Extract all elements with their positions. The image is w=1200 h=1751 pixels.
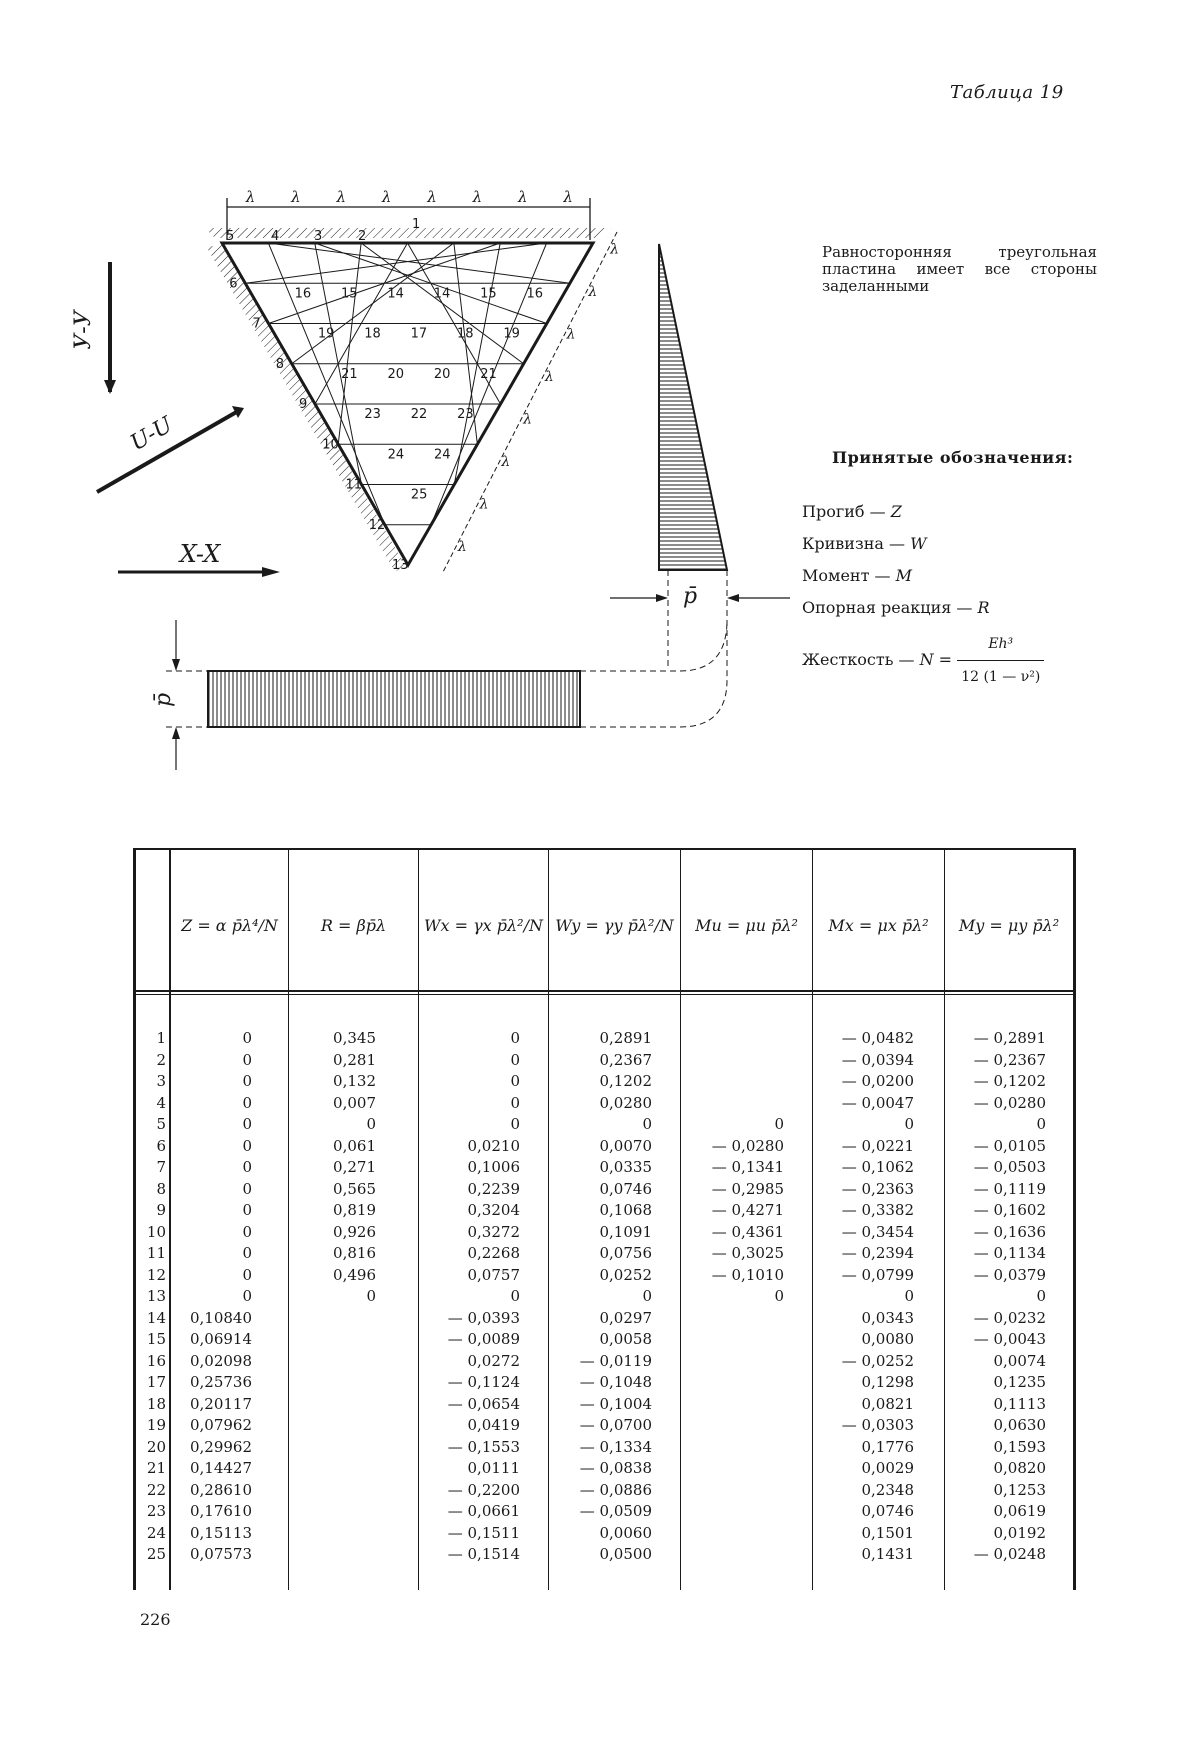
node-label-interior: 24 [434,447,451,463]
lambda-label: λ [588,283,598,300]
table-cell-wy: 0,2891 [599,1029,652,1047]
table-cell-wx: 0 [510,1050,520,1069]
table-cell-my: — 0,0379 [973,1265,1046,1284]
node-label-edge: 13 [392,558,409,573]
table-cell-mu: 0 [774,1115,784,1133]
table-cell-r: 0,926 [333,1222,376,1241]
stiffness-fraction: $\frac{\text{Eh³}}{\text{12 (1 — ν²)}}$ [957,628,1044,693]
table-cell-index: 23 [146,1502,166,1520]
table-cell-z: 0,29962 [189,1437,252,1456]
table-cell-z: 0,10840 [189,1308,252,1327]
table-cell-my: — 0,1636 [973,1222,1046,1241]
table-cell-wx: 0,0757 [467,1265,520,1284]
column-r [300,1028,376,1566]
table-cell-wy: — 0,0119 [579,1351,652,1370]
table-cell-z: 0 [242,1287,252,1305]
table-cell-mx: — 0,0482 [841,1029,914,1047]
table-cell-my: 0,1113 [993,1394,1046,1413]
table-cell-my: — 0,0503 [973,1158,1046,1176]
table-cell-mu [684,1437,784,1459]
table-cell-index: 10 [146,1222,166,1241]
table-cell-mu [684,1351,784,1373]
header-wx: Wx = γx p̄λ²/N [424,915,543,935]
table-cell-wx: 0,0111 [467,1459,520,1477]
table-cell-wy: 0,0070 [599,1136,652,1155]
table-cell-z: 0 [242,1136,252,1155]
table-cell-wx: 0,0210 [467,1136,520,1155]
table-cell-r [300,1458,376,1480]
node-label-interior: 14 [387,286,404,302]
axis-u-label: U-U [126,412,178,457]
table-cell-z: 0,28610 [189,1480,252,1499]
table-cell-r: 0,345 [333,1029,376,1047]
table-cell-wy: 0,0058 [599,1330,652,1348]
header-my: My = μy p̄λ² [958,915,1060,935]
lambda-label: λ [544,368,554,385]
table-cell-mu [684,1523,784,1545]
table-cell-r [300,1329,376,1351]
table-cell-z: 0 [242,1115,252,1133]
table-cell-z: 0 [242,1093,252,1112]
notation-item: Прогиб — Z [802,502,902,521]
load-label-right: p̄ [682,584,698,609]
notation-list [802,496,1102,685]
column-wx [420,1028,520,1566]
table-cell-z: 0,06914 [189,1330,252,1348]
table-cell-mx: — 0,3382 [841,1201,914,1219]
table-cell-mx: — 0,2394 [841,1244,914,1262]
load-diagram-triangular [610,244,790,670]
node-label-interior: 14 [433,286,451,302]
table-cell-r [300,1372,376,1394]
node-label-interior: 20 [433,366,451,382]
table-cell-wx: 0 [510,1287,520,1305]
table-cell-z: 0,07962 [189,1416,252,1434]
node-label-edge: 3 [314,229,323,244]
table-cell-z: 0,17610 [189,1502,252,1520]
lambda-label: λ [427,188,437,206]
lambda-label: λ [479,496,489,513]
header-r: R = βp̄λ [320,915,387,935]
table-cell-wx: 0 [510,1029,520,1047]
node-label-interior: 23 [364,407,381,422]
table-cell-wy: 0,0252 [599,1265,652,1284]
node-label-edge: 8 [275,356,285,372]
node-label-interior: 16 [294,286,312,302]
table-cell-wy: 0,0297 [599,1308,652,1327]
column-z [176,1028,252,1566]
table-cell-wy: — 0,1048 [579,1373,652,1391]
table-cell-index: 19 [146,1416,166,1434]
table-cell-wy: 0,0746 [599,1179,652,1198]
table-cell-index: 22 [146,1480,166,1499]
table-cell-r: 0,816 [333,1244,376,1262]
table-cell-wy: 0,0280 [599,1093,652,1112]
notation-item: Кривизна — W [802,534,927,553]
table-cell-mu: 0 [774,1287,784,1305]
table-cell-z: 0 [242,1265,252,1284]
lambda-label: λ [563,188,573,206]
axis-y-label: У-У [71,310,96,350]
node-label-interior: 20 [387,366,405,382]
table-cell-my: — 0,0105 [973,1136,1046,1155]
load-label-bottom: p̄ [151,692,176,708]
table-cell-my: — 0,1202 [973,1072,1046,1090]
table-cell-wy: 0,0500 [599,1545,652,1563]
table-cell-index: 18 [146,1394,166,1413]
table-cell-mx: — 0,0221 [841,1136,914,1155]
table-cell-z: 0 [242,1179,252,1198]
table-cell-r [300,1394,376,1416]
table-cell-z: 0,15113 [189,1523,252,1542]
table-cell-z: 0 [242,1222,252,1241]
table-cell-mx: 0,1501 [861,1523,914,1542]
table-cell-r: 0 [366,1115,376,1133]
table-cell-index: 25 [146,1545,166,1563]
table-cell-mu [684,1308,784,1330]
table-cell-r: 0,819 [333,1201,376,1219]
table-cell-index: 13 [146,1287,166,1305]
table-cell-wx: — 0,0089 [447,1330,520,1348]
table-cell-z: 0,14427 [189,1459,252,1477]
table-cell-wy: 0,1091 [599,1222,652,1241]
table-cell-mx: 0,1298 [861,1373,914,1391]
table-cell-my: — 0,2891 [973,1029,1046,1047]
table-cell-wx: — 0,1514 [447,1545,520,1563]
table-cell-my: — 0,0248 [973,1545,1046,1563]
node-label-edge: 2 [358,229,367,244]
table-cell-z: 0,20117 [189,1394,252,1413]
table-cell-mu: — 0,4361 [711,1222,784,1241]
table-cell-wy: 0,1202 [599,1072,652,1090]
table-cell-z: 0,25736 [189,1373,252,1391]
axis-x-arrow [118,567,280,577]
table-cell-wy: 0,0756 [599,1244,652,1262]
table-cell-wx: — 0,0661 [447,1502,520,1520]
column-mx [814,1028,914,1566]
table-cell-index: 2 [156,1050,166,1069]
load-diagram-uniform [166,620,727,770]
table-cell-mx: 0 [904,1287,914,1305]
table-cell-wx: 0 [510,1115,520,1133]
page-number: 226 [140,1610,171,1629]
node-label-edge: 12 [368,517,386,533]
table-cell-my: — 0,2367 [973,1050,1046,1069]
node-label-interior: 18 [364,326,381,342]
table-cell-mu: — 0,4271 [711,1201,784,1219]
column-index [136,1028,166,1566]
table-cell-index: 14 [146,1308,166,1327]
table-cell-mu: — 0,1010 [711,1265,784,1284]
table-cell-wy: — 0,0886 [579,1480,652,1499]
table-cell-index: 15 [146,1330,166,1348]
table-cell-mx: 0,0746 [861,1502,914,1520]
node-label-edge: 11 [345,477,363,493]
notation-title: Принятые обозначения: [832,448,1074,467]
table-cell-index: 7 [156,1158,166,1176]
table-cell-r: 0,281 [333,1050,376,1069]
table-cell-my: 0,0192 [993,1523,1046,1542]
table-cell-z: 0 [242,1201,252,1219]
node-label-interior: 17 [410,326,428,342]
table-cell-mx: — 0,1062 [841,1158,914,1176]
clamped-edges [205,228,612,572]
table-cell-my: — 0,1602 [973,1201,1046,1219]
table-cell-index: 17 [146,1373,166,1391]
table-cell-wy: 0,1068 [599,1201,652,1219]
table-cell-mu [684,1071,784,1093]
node-label-edge: 6 [229,276,238,292]
table-cell-wy: 0,2367 [599,1050,652,1069]
header-mx: Mx = μx p̄λ² [828,915,929,935]
table-cell-index: 3 [156,1072,166,1090]
table-cell-mu: — 0,3025 [711,1244,784,1262]
lambda-label: λ [457,538,467,555]
table-cell-mx: — 0,2363 [841,1179,914,1198]
table-cell-wx: 0 [510,1072,520,1090]
node-label-interior: 21 [480,366,497,382]
table-cell-wy: — 0,0700 [579,1416,652,1434]
node-label-interior: 18 [457,326,474,342]
table-cell-index: 1 [156,1029,166,1047]
table-cell-mu [684,1329,784,1351]
table-cell-r: 0,007 [333,1093,376,1112]
table-cell-my: — 0,0280 [973,1093,1046,1112]
table-cell-wx: — 0,0393 [447,1308,520,1327]
table-cell-mu [684,1501,784,1523]
table-cell-mu: — 0,1341 [711,1158,784,1176]
table-caption: Таблица 19 [950,82,1064,103]
column-my [946,1028,1046,1566]
axis-y-arrow [104,262,116,394]
table-cell-mu: — 0,2985 [711,1179,784,1198]
node-label-edge: 1 [412,217,421,232]
table-cell-index: 6 [156,1136,166,1155]
table-cell-wy: — 0,0509 [579,1502,652,1520]
node-label-edge: 5 [226,229,235,244]
node-label-interior: 22 [410,407,428,422]
notation-stiffness: Жесткость — N = $\frac{\text{Eh³}}{\text{12 (1 — ν²)}}$ [802,628,1102,660]
table-cell-wy: — 0,1004 [579,1394,652,1413]
table-cell-my: — 0,1119 [973,1179,1046,1198]
table-cell-my: — 0,0232 [973,1308,1046,1327]
table-cell-index: 24 [146,1523,166,1542]
table-cell-r [300,1437,376,1459]
lambda-label: λ [381,188,392,206]
table-cell-wx: — 0,0654 [447,1394,520,1413]
lambda-label: λ [517,188,528,206]
lambda-label: λ [566,326,576,343]
mesh-line [245,243,546,283]
table-cell-r [300,1480,376,1502]
table-cell-mx: 0,0821 [861,1394,914,1413]
header-wy: Wy = γy p̄λ²/N [555,915,674,935]
table-cell-index: 16 [146,1351,166,1370]
node-label-interior: 16 [526,286,544,302]
table-cell-r: 0,565 [333,1179,376,1198]
table-cell-mu [684,1458,784,1480]
axis-u-arrow [97,406,244,492]
table-cell-mu [684,1394,784,1416]
table-cell-wx: 0,3204 [467,1201,520,1219]
table-cell-r [300,1523,376,1545]
table-cell-mu [684,1480,784,1502]
notation-item: Момент — M [802,566,913,585]
table-cell-mx: 0,1431 [861,1545,914,1563]
node-label-interior: 19 [503,326,520,342]
table-cell-mx: 0,0080 [861,1330,914,1348]
table-cell-mx: — 0,0200 [841,1072,914,1090]
table-cell-mx: 0,0343 [861,1308,914,1327]
mesh-line [292,243,454,364]
axis-x-label: X-X [179,540,221,568]
table-cell-z: 0 [242,1029,252,1047]
lambda-labels-top [245,188,573,206]
table-cell-my: 0,1593 [993,1437,1046,1456]
lambda-label: λ [610,241,619,258]
table-cell-mx: — 0,0252 [841,1351,914,1370]
table-cell-wx: 0 [510,1093,520,1112]
table-cell-r: 0,132 [333,1072,376,1090]
table-cell-index: 9 [156,1201,166,1219]
table-cell-my: 0,0820 [993,1459,1046,1477]
table-cell-r [300,1501,376,1523]
table-cell-mx: 0,2348 [861,1480,914,1499]
node-label-edge: 9 [299,397,308,412]
table-cell-my: 0,0630 [993,1416,1046,1434]
lambda-label: λ [245,188,256,206]
table-cell-r [300,1544,376,1566]
table-cell-z: 0 [242,1158,252,1176]
node-label-interior: 15 [480,286,497,302]
table-cell-wx: 0,2268 [467,1244,520,1262]
table-cell-mx: 0,1776 [861,1437,914,1456]
table-cell-mx: — 0,0394 [841,1050,914,1069]
table-cell-mx: — 0,0799 [841,1265,914,1284]
table-cell-index: 4 [156,1093,166,1112]
table-cell-wy: — 0,0838 [579,1459,652,1477]
table-cell-my: — 0,0043 [973,1330,1046,1348]
table-cell-wx: 0,3272 [467,1222,520,1241]
table-cell-my: 0,0619 [993,1502,1046,1520]
table-cell-mu [684,1544,784,1566]
column-wy [552,1028,652,1566]
table-cell-mx: 0,0029 [861,1459,914,1477]
lambda-label: λ [291,188,301,206]
table-cell-wx: — 0,1124 [447,1373,520,1391]
table-cell-wx: 0,0419 [467,1416,520,1434]
header-z: Z = α p̄λ⁴/N [181,915,278,935]
table-cell-z: 0 [242,1050,252,1069]
node-label-interior: 15 [341,286,358,302]
table-cell-r: 0,496 [333,1265,376,1284]
table-cell-index: 5 [156,1115,166,1133]
table-cell-mx: — 0,0303 [841,1416,914,1434]
table-cell-wx: 0,0272 [467,1351,520,1370]
header-mu: Mu = μu p̄λ² [695,915,798,935]
table-cell-r [300,1308,376,1330]
table-cell-r [300,1415,376,1437]
table-cell-z: 0,02098 [189,1351,252,1370]
table-cell-mx: 0 [904,1115,914,1133]
lambda-label: λ [472,188,483,206]
table-cell-wy: 0 [642,1115,652,1133]
node-label-interior: 24 [387,447,405,463]
table-cell-z: 0 [242,1072,252,1090]
table-cell-my: — 0,1134 [973,1244,1046,1262]
table-cell-r [300,1351,376,1373]
notation-item: Опорная реакция — R [802,598,990,617]
table-cell-index: 21 [146,1459,166,1477]
table-cell-index: 12 [146,1265,166,1284]
node-label-interior: 19 [317,326,335,342]
plate-description: Равносторонняя треугольная пластина имеет все стороны заделанными [822,243,1097,295]
table-cell-mu [684,1028,784,1050]
node-label-interior: 21 [341,366,358,382]
node-label-edge: 7 [252,316,261,332]
table-cell-mu [684,1415,784,1437]
lambda-label: λ [336,188,346,206]
lambda-label: λ [523,411,532,428]
table-cell-my: 0 [1036,1287,1046,1305]
table-cell-mx: — 0,3454 [841,1222,914,1241]
column-mu [684,1028,784,1566]
table-cell-r: 0,271 [333,1158,376,1176]
table-cell-wx: — 0,2200 [447,1480,520,1499]
table-cell-my: 0,0074 [993,1351,1046,1370]
table-cell-mu [684,1050,784,1072]
table-cell-z: 0 [242,1244,252,1262]
node-label-edge: 10 [322,437,339,453]
table-cell-wx: 0,2239 [467,1179,520,1198]
table-cell-wy: — 0,1334 [579,1437,652,1456]
node-label-interior: 25 [410,487,428,503]
table-cell-wx: — 0,1553 [447,1437,520,1456]
table-cell-r: 0 [366,1287,376,1305]
node-label-interior: 23 [457,407,474,422]
table-cell-wx: — 0,1511 [447,1523,520,1542]
table-cell-r: 0,061 [333,1136,376,1155]
table-cell-mu [684,1093,784,1115]
table-cell-my: 0 [1036,1115,1046,1133]
lambda-label: λ [501,453,511,470]
table-cell-index: 20 [146,1437,166,1456]
node-label-edge: 4 [271,229,280,244]
table-cell-index: 8 [156,1179,166,1198]
table-cell-mu: — 0,0280 [711,1136,784,1155]
table-cell-wy: 0,0335 [599,1158,652,1176]
table-cell-wy: 0 [642,1287,652,1305]
table-cell-index: 11 [146,1244,166,1262]
table-cell-mu [684,1372,784,1394]
table-cell-wx: 0,1006 [467,1158,520,1176]
table-cell-wy: 0,0060 [599,1523,652,1542]
table-cell-my: 0,1235 [993,1373,1046,1391]
table-cell-z: 0,07573 [189,1545,252,1563]
table-cell-mx: — 0,0047 [841,1093,914,1112]
table-cell-my: 0,1253 [993,1480,1046,1499]
